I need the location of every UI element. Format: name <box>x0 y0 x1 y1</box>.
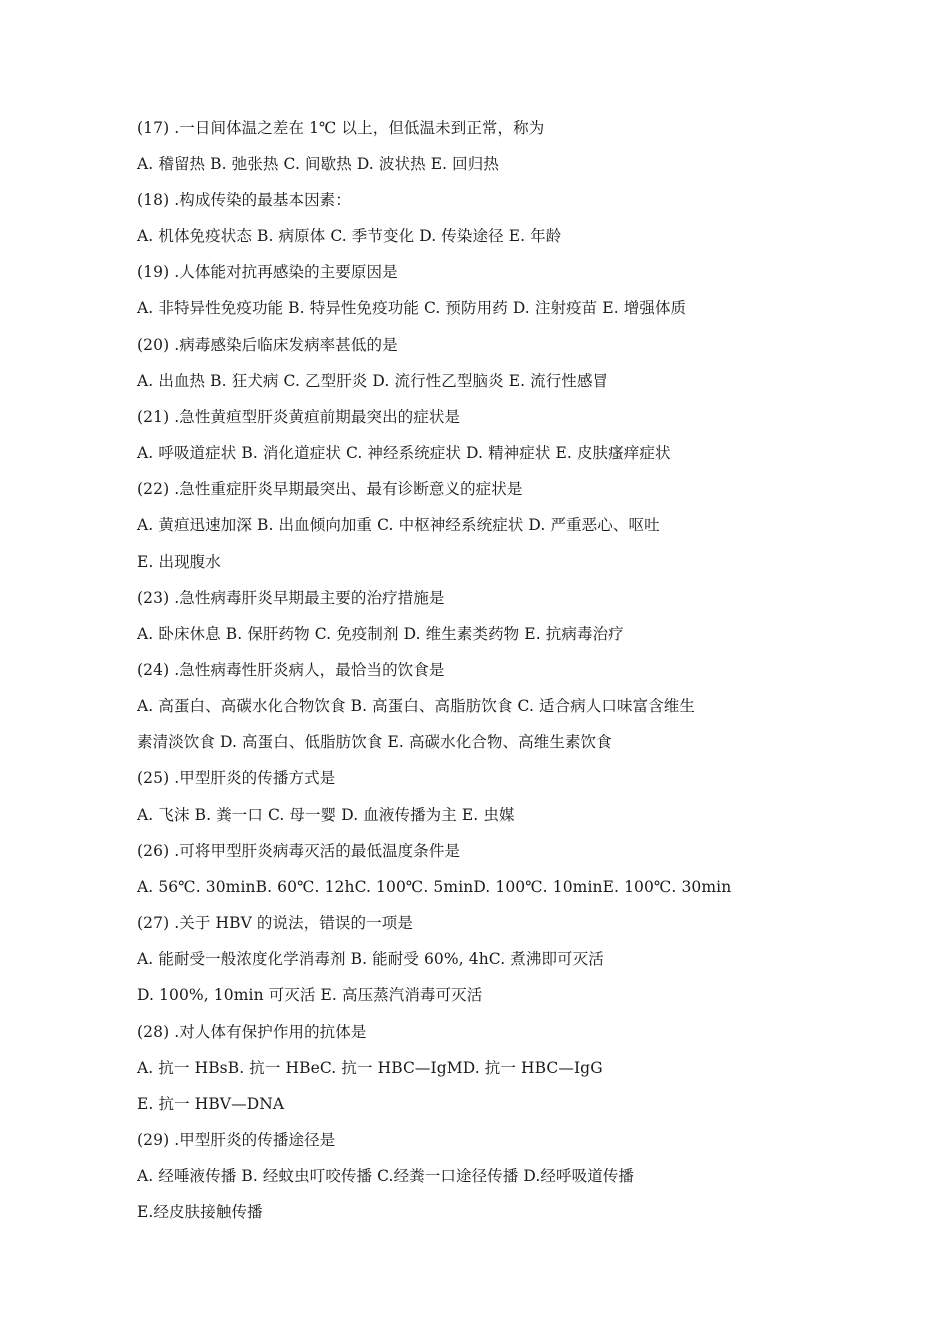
options-22: A. 黄疸迅速加深 B. 出血倾向加重 C. 中枢神经系统症状 D. 严重恶心、呕吐 <box>137 516 660 534</box>
options-18: A. 机体免疫状态 B. 病原体 C. 季节变化 D. 传染途径 E. 年龄 <box>137 227 562 245</box>
question-25: (25) .甲型肝炎的传播方式是 <box>137 769 336 787</box>
question-20: (20) .病毒感染后临床发病率甚低的是 <box>137 336 398 354</box>
options-24: A. 高蛋白、高碳水化合物饮食 B. 高蛋白、高脂肪饮食 C. 适合病人口味富含维生 <box>137 697 696 715</box>
options-19: A. 非特异性免疫功能 B. 特异性免疫功能 C. 预防用药 D. 注射疫苗 E. 增强体质 <box>137 299 687 317</box>
question-23: (23) .急性病毒肝炎早期最主要的治疗措施是 <box>137 589 445 607</box>
question-28: (28) .对人体有保护作用的抗体是 <box>137 1023 367 1041</box>
question-22: (22) .急性重症肝炎早期最突出、最有诊断意义的症状是 <box>137 480 523 498</box>
options-29: A. 经唾液传播 B. 经蚊虫叮咬传播 C.经粪一口途径传播 D.经呼吸道传播 <box>137 1167 635 1185</box>
options-27: A. 能耐受一般浓度化学消毒剂 B. 能耐受 60%, 4hC. 煮沸即可灭活 <box>137 950 604 968</box>
question-29: (29) .甲型肝炎的传播途径是 <box>137 1131 336 1149</box>
options-24-cont: 素清淡饮食 D. 高蛋白、低脂肪饮食 E. 高碳水化合物、高维生素饮食 <box>137 733 612 751</box>
options-20: A. 出血热 B. 狂犬病 C. 乙型肝炎 D. 流行性乙型脑炎 E. 流行性感冒 <box>137 372 609 390</box>
options-28-cont: E. 抗一 HBV—DNA <box>137 1095 285 1113</box>
question-21: (21) .急性黄疸型肝炎黄疸前期最突出的症状是 <box>137 408 461 426</box>
options-17: A. 稽留热 B. 弛张热 C. 间歇热 D. 波状热 E. 回归热 <box>137 155 499 173</box>
options-29-cont: E.经皮肤接触传播 <box>137 1203 263 1221</box>
options-28: A. 抗一 HBsB. 抗一 HBeC. 抗一 HBC—IgMD. 抗一 HBC—IgG <box>137 1059 603 1077</box>
question-19: (19) .人体能对抗再感染的主要原因是 <box>137 263 398 281</box>
options-25: A. 飞沫 B. 粪一口 C. 母一婴 D. 血液传播为主 E. 虫媒 <box>137 806 515 824</box>
question-18: (18) .构成传染的最基本因素： <box>137 191 351 209</box>
options-23: A. 卧床休息 B. 保肝药物 C. 免疫制剂 D. 维生素类药物 E. 抗病毒治疗 <box>137 625 624 643</box>
question-17: (17) .一日间体温之差在 1℃ 以上，但低温未到正常，称为 <box>137 119 545 137</box>
question-26: (26) .可将甲型肝炎病毒灭活的最低温度条件是 <box>137 842 461 860</box>
options-21: A. 呼吸道症状 B. 消化道症状 C. 神经系统症状 D. 精神症状 E. 皮肤瘙痒症状 <box>137 444 671 462</box>
options-26: A. 56℃. 30minB. 60℃. 12hC. 100℃. 5minD. 100℃. 10minE. 100℃. 30min <box>137 878 732 896</box>
question-27: (27) .关于 HBV 的说法，错误的一项是 <box>137 914 413 932</box>
options-22-cont: E. 出现腹水 <box>137 553 221 571</box>
question-24: (24) .急性病毒性肝炎病人，最恰当的饮食是 <box>137 661 445 679</box>
options-27-cont: D. 100%, 10min 可灭活 E. 高压蒸汽消毒可灭活 <box>137 986 483 1004</box>
